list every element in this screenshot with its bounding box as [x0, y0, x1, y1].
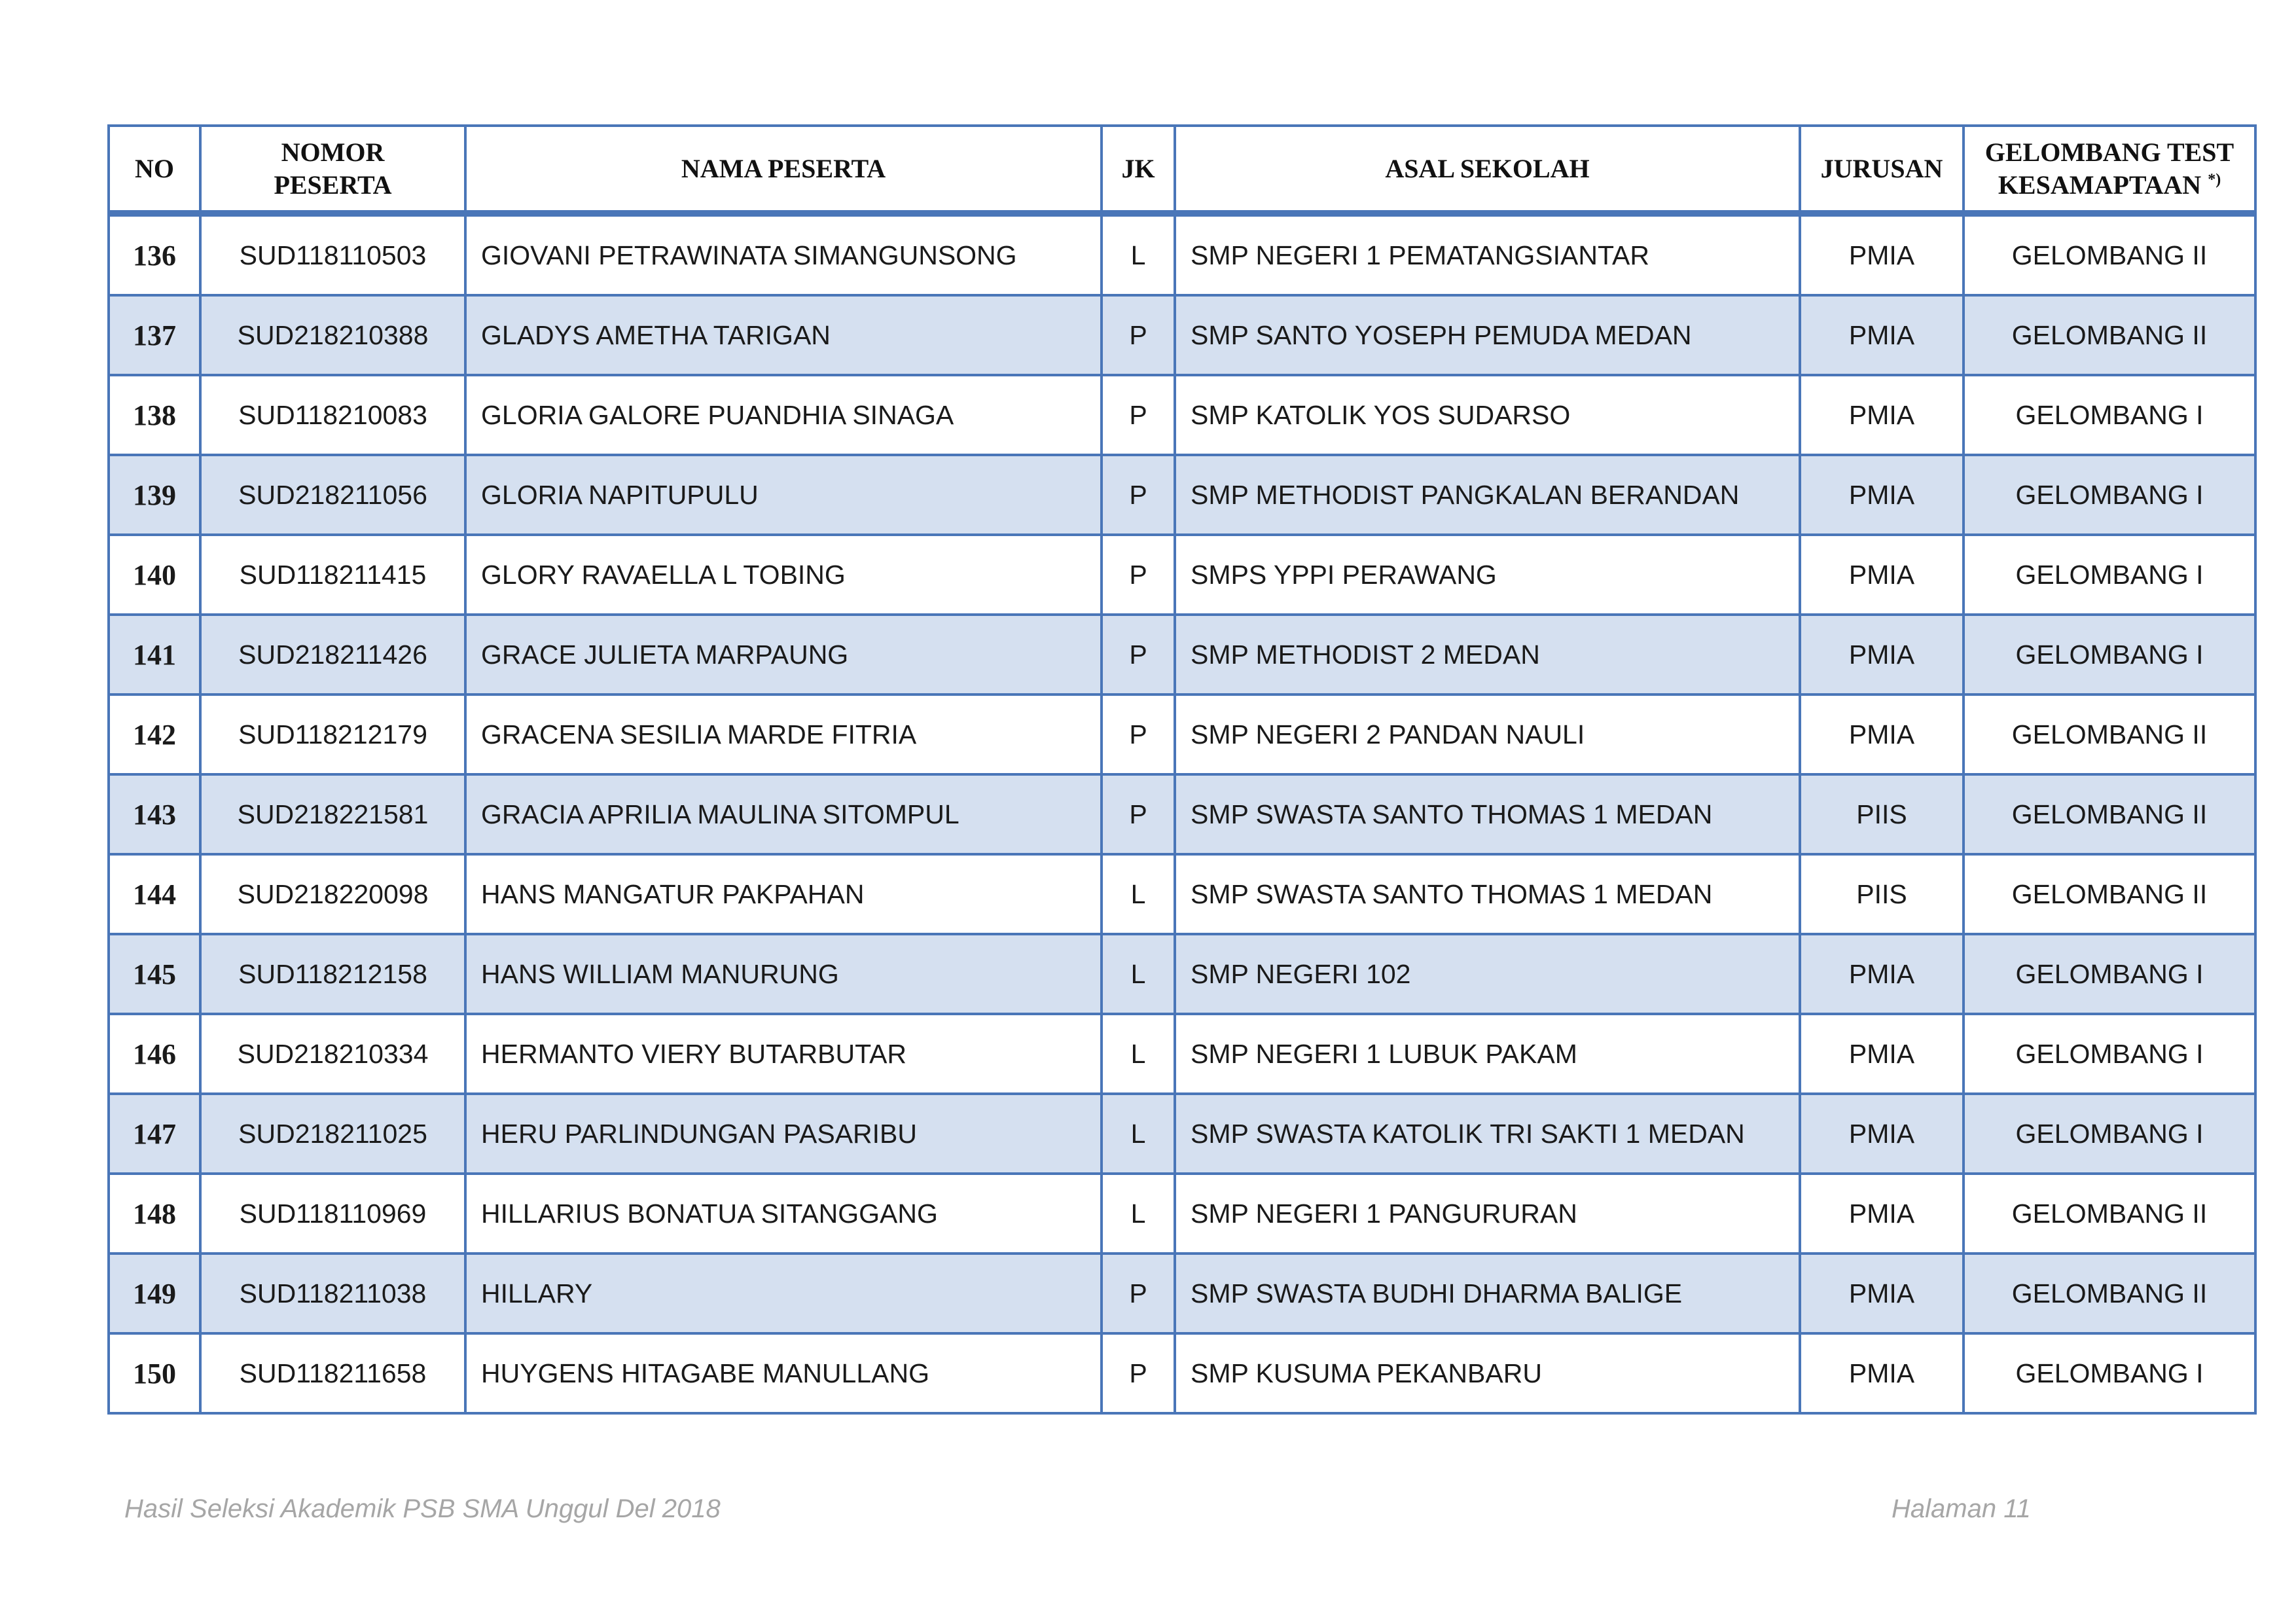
cell-jurusan: PMIA [1800, 695, 1964, 774]
header-nama-label: NAMA PESERTA [681, 153, 886, 183]
cell-nama-peserta: HUYGENS HITAGABE MANULLANG [465, 1333, 1102, 1413]
cell-nomor-peserta: SUD218210334 [200, 1014, 465, 1094]
cell-jk: L [1102, 1174, 1175, 1254]
table-row [109, 854, 2255, 934]
cell-jurusan: PMIA [1800, 1014, 1964, 1094]
cell-nomor-peserta: SUD118211658 [200, 1333, 465, 1413]
table-row [109, 1174, 2255, 1254]
cell-asal-sekolah: SMP NEGERI 1 LUBUK PAKAM [1175, 1014, 1800, 1094]
cell-no: 137 [109, 295, 200, 375]
cell-jk: P [1102, 295, 1175, 375]
header-row [109, 126, 2255, 213]
cell-gelombang: GELOMBANG I [1964, 934, 2255, 1014]
cell-gelombang: GELOMBANG II [1964, 1254, 2255, 1333]
header-jk-label: JK [1121, 153, 1155, 183]
cell-jurusan: PIIS [1800, 854, 1964, 934]
cell-nomor-peserta: SUD218220098 [200, 854, 465, 934]
cell-no: 143 [109, 774, 200, 854]
cell-jurusan: PMIA [1800, 934, 1964, 1014]
header-nomor-peserta [200, 126, 465, 213]
cell-nama-peserta: HILLARIUS BONATUA SITANGGANG [465, 1174, 1102, 1254]
cell-no: 149 [109, 1254, 200, 1333]
cell-asal-sekolah: SMP NEGERI 2 PANDAN NAULI [1175, 695, 1800, 774]
results-table [107, 124, 2257, 1415]
cell-nama-peserta: GRACENA SESILIA MARDE FITRIA [465, 695, 1102, 774]
cell-asal-sekolah: SMP SWASTA BUDHI DHARMA BALIGE [1175, 1254, 1800, 1333]
header-jurusan [1800, 126, 1964, 213]
cell-jurusan: PMIA [1800, 1333, 1964, 1413]
cell-no: 145 [109, 934, 200, 1014]
table-row [109, 1094, 2255, 1174]
table-row [109, 535, 2255, 615]
cell-nomor-peserta: SUD118110503 [200, 213, 465, 295]
cell-nomor-peserta: SUD218211025 [200, 1094, 465, 1174]
cell-gelombang: GELOMBANG II [1964, 295, 2255, 375]
cell-asal-sekolah: SMP NEGERI 1 PEMATANGSIANTAR [1175, 213, 1800, 295]
cell-nomor-peserta: SUD218211056 [200, 455, 465, 535]
table-row [109, 455, 2255, 535]
cell-jurusan: PMIA [1800, 295, 1964, 375]
cell-jk: P [1102, 1254, 1175, 1333]
cell-jk: P [1102, 774, 1175, 854]
header-jurusan-label: JURUSAN [1820, 153, 1943, 183]
cell-nomor-peserta: SUD118212158 [200, 934, 465, 1014]
cell-jurusan: PIIS [1800, 774, 1964, 854]
table-row [109, 295, 2255, 375]
cell-nama-peserta: GRACE JULIETA MARPAUNG [465, 615, 1102, 695]
cell-no: 146 [109, 1014, 200, 1094]
cell-asal-sekolah: SMP METHODIST PANGKALAN BERANDAN [1175, 455, 1800, 535]
cell-no: 147 [109, 1094, 200, 1174]
cell-nama-peserta: GIOVANI PETRAWINATA SIMANGUNSONG [465, 213, 1102, 295]
cell-asal-sekolah: SMP SWASTA KATOLIK TRI SAKTI 1 MEDAN [1175, 1094, 1800, 1174]
cell-gelombang: GELOMBANG II [1964, 213, 2255, 295]
cell-jurusan: PMIA [1800, 213, 1964, 295]
cell-jk: P [1102, 615, 1175, 695]
cell-jk: L [1102, 1094, 1175, 1174]
table-row [109, 213, 2255, 295]
cell-gelombang: GELOMBANG II [1964, 1174, 2255, 1254]
header-gel-footnote-mark: *) [2208, 171, 2221, 189]
footer-document-title: Hasil Seleksi Akademik PSB SMA Unggul Del 2018 [124, 1494, 721, 1523]
cell-no: 144 [109, 854, 200, 934]
table-row [109, 1254, 2255, 1333]
footer-page-number: Halaman 11 [1892, 1494, 2031, 1523]
cell-nama-peserta: GRACIA APRILIA MAULINA SITOMPUL [465, 774, 1102, 854]
cell-no: 139 [109, 455, 200, 535]
header-no-label: NO [135, 153, 174, 183]
cell-gelombang: GELOMBANG II [1964, 854, 2255, 934]
cell-nama-peserta: HILLARY [465, 1254, 1102, 1333]
header-nama-peserta [465, 126, 1102, 213]
header-no [109, 126, 200, 213]
cell-jk: L [1102, 1014, 1175, 1094]
header-nomor-line2: PESERTA [274, 170, 392, 200]
cell-nomor-peserta: SUD218211426 [200, 615, 465, 695]
cell-nomor-peserta: SUD118211415 [200, 535, 465, 615]
cell-gelombang: GELOMBANG I [1964, 615, 2255, 695]
cell-asal-sekolah: SMP METHODIST 2 MEDAN [1175, 615, 1800, 695]
cell-nomor-peserta: SUD118110969 [200, 1174, 465, 1254]
cell-jk: P [1102, 695, 1175, 774]
cell-asal-sekolah: SMP NEGERI 102 [1175, 934, 1800, 1014]
header-gelombang [1964, 126, 2255, 213]
cell-gelombang: GELOMBANG I [1964, 455, 2255, 535]
cell-jk: L [1102, 854, 1175, 934]
table-row [109, 934, 2255, 1014]
cell-gelombang: GELOMBANG I [1964, 375, 2255, 455]
cell-gelombang: GELOMBANG II [1964, 774, 2255, 854]
cell-jurusan: PMIA [1800, 535, 1964, 615]
cell-gelombang: GELOMBANG II [1964, 695, 2255, 774]
cell-nama-peserta: GLADYS AMETHA TARIGAN [465, 295, 1102, 375]
cell-gelombang: GELOMBANG I [1964, 1014, 2255, 1094]
cell-jk: P [1102, 375, 1175, 455]
cell-no: 141 [109, 615, 200, 695]
header-asal-sekolah [1175, 126, 1800, 213]
cell-jk: P [1102, 535, 1175, 615]
cell-asal-sekolah: SMP SWASTA SANTO THOMAS 1 MEDAN [1175, 854, 1800, 934]
table-row [109, 1333, 2255, 1413]
cell-jurusan: PMIA [1800, 1254, 1964, 1333]
cell-jk: P [1102, 1333, 1175, 1413]
cell-nomor-peserta: SUD218210388 [200, 295, 465, 375]
cell-nama-peserta: GLORIA NAPITUPULU [465, 455, 1102, 535]
cell-nama-peserta: GLORIA GALORE PUANDHIA SINAGA [465, 375, 1102, 455]
table-body [109, 213, 2255, 1413]
cell-nama-peserta: HANS WILLIAM MANURUNG [465, 934, 1102, 1014]
cell-jk: L [1102, 934, 1175, 1014]
cell-gelombang: GELOMBANG I [1964, 535, 2255, 615]
table-row [109, 695, 2255, 774]
header-asal-label: ASAL SEKOLAH [1385, 153, 1590, 183]
cell-nama-peserta: HANS MANGATUR PAKPAHAN [465, 854, 1102, 934]
cell-jurusan: PMIA [1800, 375, 1964, 455]
cell-jurusan: PMIA [1800, 1094, 1964, 1174]
cell-asal-sekolah: SMP NEGERI 1 PANGURURAN [1175, 1174, 1800, 1254]
cell-nomor-peserta: SUD118212179 [200, 695, 465, 774]
cell-gelombang: GELOMBANG I [1964, 1333, 2255, 1413]
cell-no: 150 [109, 1333, 200, 1413]
cell-nomor-peserta: SUD118210083 [200, 375, 465, 455]
header-gel-line1: GELOMBANG TEST [1984, 137, 2234, 167]
cell-no: 148 [109, 1174, 200, 1254]
cell-asal-sekolah: SMP SANTO YOSEPH PEMUDA MEDAN [1175, 295, 1800, 375]
cell-jk: P [1102, 455, 1175, 535]
table-row [109, 615, 2255, 695]
cell-gelombang: GELOMBANG I [1964, 1094, 2255, 1174]
cell-jurusan: PMIA [1800, 455, 1964, 535]
results-table-container [107, 124, 2254, 1415]
cell-no: 136 [109, 213, 200, 295]
cell-no: 138 [109, 375, 200, 455]
table-row [109, 1014, 2255, 1094]
cell-nomor-peserta: SUD118211038 [200, 1254, 465, 1333]
cell-jurusan: PMIA [1800, 615, 1964, 695]
cell-asal-sekolah: SMP KUSUMA PEKANBARU [1175, 1333, 1800, 1413]
header-nomor-line1: NOMOR [281, 137, 385, 167]
cell-nama-peserta: GLORY RAVAELLA L TOBING [465, 535, 1102, 615]
cell-no: 140 [109, 535, 200, 615]
cell-no: 142 [109, 695, 200, 774]
cell-nama-peserta: HERU PARLINDUNGAN PASARIBU [465, 1094, 1102, 1174]
cell-asal-sekolah: SMP KATOLIK YOS SUDARSO [1175, 375, 1800, 455]
cell-nomor-peserta: SUD218221581 [200, 774, 465, 854]
cell-asal-sekolah: SMP SWASTA SANTO THOMAS 1 MEDAN [1175, 774, 1800, 854]
table-row [109, 774, 2255, 854]
cell-jurusan: PMIA [1800, 1174, 1964, 1254]
cell-nama-peserta: HERMANTO VIERY BUTARBUTAR [465, 1014, 1102, 1094]
header-jk [1102, 126, 1175, 213]
cell-asal-sekolah: SMPS YPPI PERAWANG [1175, 535, 1800, 615]
table-row [109, 375, 2255, 455]
cell-jk: L [1102, 213, 1175, 295]
table-header [109, 126, 2255, 213]
header-gel-line2: KESAMAPTAAN [1998, 170, 2202, 200]
